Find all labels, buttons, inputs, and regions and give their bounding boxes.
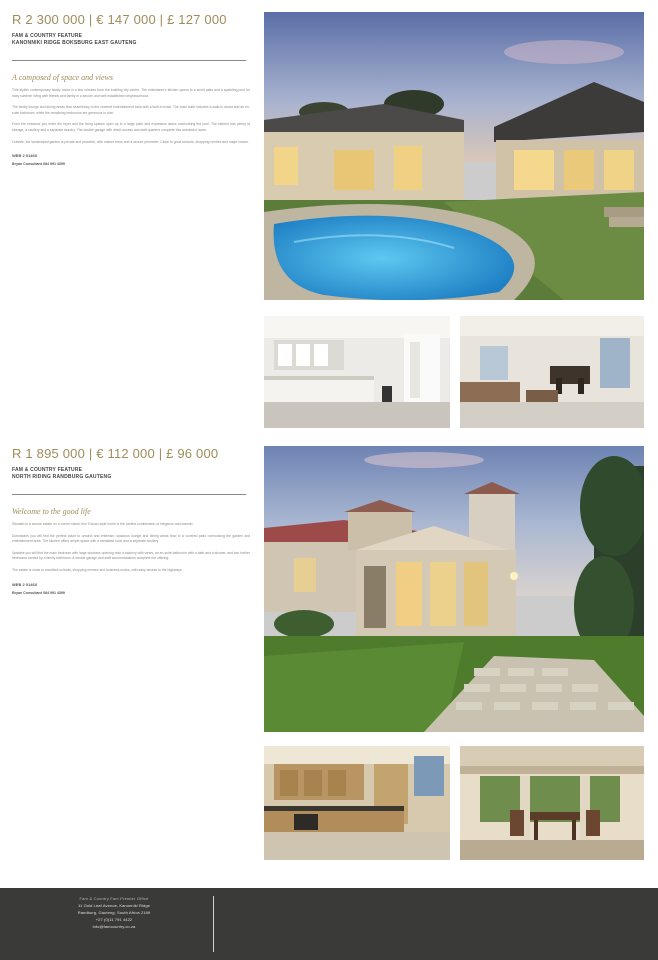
listing-1-hero-photo xyxy=(264,12,644,300)
listing-2-kitchen-photo xyxy=(264,746,450,860)
listing-2-feature: FAM & COUNTRY FEATURE xyxy=(12,467,83,473)
listing-2-paragraph: Situated in a secure estate on a corner stand, this Tuscan style home is the perfect combination of elegance and warmth. xyxy=(12,522,194,526)
office-email[interactable]: info@famcountry.co.za xyxy=(92,924,136,929)
listing-1-living-photo xyxy=(460,316,644,428)
footer-divider xyxy=(213,896,214,952)
listing-1-paragraph: This stylish contemporary family home is a few minutes from the bustling city centre. The entertainer's kitchen opens to a sunlit patio and a sparkling pool for easy summer living with friends and family in a secure and well established neighbourhood. xyxy=(12,88,250,98)
listing-2-hero-photo xyxy=(264,446,644,732)
listing-2-consultant: Bryan Consultant 084 991 4399 xyxy=(12,590,65,595)
listing-2-patio-photo xyxy=(460,746,644,860)
divider xyxy=(12,494,246,495)
listing-2-web-ref: WEB 2 0146X xyxy=(12,581,38,587)
listing-2 xyxy=(0,438,658,888)
office-phone: +27 (0)11 791 4422 xyxy=(95,917,133,922)
listing-2-price: R 1 895 000 | € 112 000 | £ 96 000 xyxy=(12,446,219,461)
listing-1-location: KANONNIKI RIDGE BOKSBURG EAST GAUTENG xyxy=(12,40,137,46)
listing-1-web-ref: WEB 2 0146X xyxy=(12,153,38,159)
listing-1-paragraph: The family lounge and dining areas flow seamlessly to the covered entertainment area with a built-in braai. The main suite includes a walk-in closet and an en-suite bathroom, while the remaining bedrooms are generous in size. xyxy=(12,105,250,115)
listing-2-paragraph: The estate is close to excellent schools, shopping centres and business nodes, with easy access to the highways. xyxy=(12,567,183,572)
office-contact xyxy=(24,896,204,929)
listing-1-paragraph: Outside, the landscaped garden is private and peaceful, with mature trees and a secure perimeter. Close to good schools, shopping centres and major routes. xyxy=(12,139,249,144)
listing-2-paragraph: Upstairs you will find the main bedroom with large windows opening onto a balcony with views, an en-suite bathroom with a bath and a shower, and two further bedrooms served by a family bathroom. A double garage and staff accommodation complete the offering. xyxy=(12,550,250,561)
listing-1-price: R 2 300 000 | € 147 000 | £ 127 000 xyxy=(12,12,227,27)
listing-1-consultant: Bryan Consultant 084 991 4399 xyxy=(12,162,65,167)
office-address-line: Randburg, Gauteng, South Africa 2169 xyxy=(77,910,151,915)
listing-2-headline: Welcome to the good life xyxy=(12,507,91,516)
listing-2-details xyxy=(12,446,250,595)
office-title: Fam & Country Fam Premier Office xyxy=(79,896,149,901)
listing-1 xyxy=(0,0,658,438)
listing-1-headline: A composed of space and views xyxy=(12,73,113,82)
listing-1-kitchen-photo xyxy=(264,316,450,428)
listing-1-details xyxy=(12,12,250,166)
listing-1-feature: FAM & COUNTRY FEATURE xyxy=(12,33,83,39)
footer xyxy=(0,888,658,960)
divider xyxy=(12,60,246,61)
listing-1-paragraph: From the entrance you enter the foyer and the living spaces open up to a large patio and expansive lawns overlooking the pool. The kitchen has plenty of storage, a scullery and a separate laundry. The double garage with direct access and staff quarters complete this wonderful home. xyxy=(12,122,250,132)
listing-2-location: NORTH RIDING RANDBURG GAUTENG xyxy=(12,474,112,480)
listing-2-paragraph: Downstairs you will find the perfect place to unwind and entertain: spacious lounge and dining areas lead to a covered patio overlooking the garden and entertainment area. The kitchen offers ample space with a breakfast nook and a separate scullery. xyxy=(12,533,250,544)
office-address-line: 11 Gold Leaf Avenue, Kanonniki Ridge xyxy=(78,903,150,908)
